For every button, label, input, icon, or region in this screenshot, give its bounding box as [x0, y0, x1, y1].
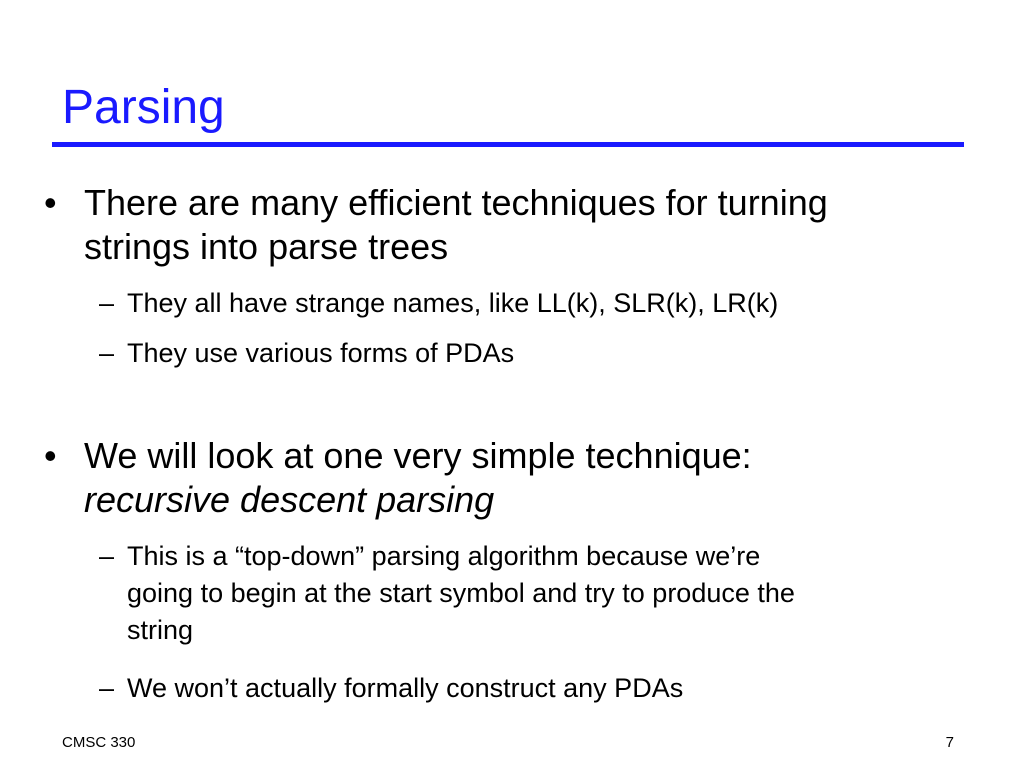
sub-bullet-2-2-line-1: We won’t actually formally construct any PDAs: [127, 673, 684, 703]
sub-bullet-2-2: [99, 670, 684, 707]
bullet-2: [44, 434, 752, 522]
bullet-mark: •: [44, 435, 57, 476]
footer-page-number: 7: [945, 734, 954, 751]
dash-mark: –: [99, 541, 115, 571]
slide-title: Parsing: [62, 81, 225, 134]
sub-bullet-2-1-line-2: going to begin at the start symbol and try to produce the: [127, 578, 795, 608]
bullet-1-line-2: strings into parse trees: [84, 226, 449, 267]
sub-bullet-2-1-line-3: string: [127, 615, 194, 645]
dash-mark: –: [99, 673, 115, 703]
sub-bullet-2-1-line-1: This is a “top-down” parsing algorithm because we’re: [127, 541, 761, 571]
sub-bullet-1-1-line-1: They all have strange names, like LL(k), SLR(k), LR(k): [127, 288, 779, 318]
sub-bullet-1-1: [99, 285, 779, 322]
bullet-1: [44, 181, 828, 269]
bullet-2-line-1: We will look at one very simple technique:: [84, 435, 752, 476]
dash-mark: –: [99, 288, 115, 318]
title-underline: [52, 142, 964, 147]
bullet-mark: •: [44, 182, 57, 223]
bullet-1-line-1: There are many efficient techniques for turning: [84, 182, 828, 223]
bullet-2-line-2-emphasis: recursive descent parsing: [84, 479, 495, 520]
footer-course: CMSC 330: [62, 734, 136, 751]
sub-bullet-1-2: [99, 335, 515, 372]
sub-bullet-1-2-line-1: They use various forms of PDAs: [127, 338, 515, 368]
dash-mark: –: [99, 338, 115, 368]
sub-bullet-2-1: [99, 538, 795, 649]
